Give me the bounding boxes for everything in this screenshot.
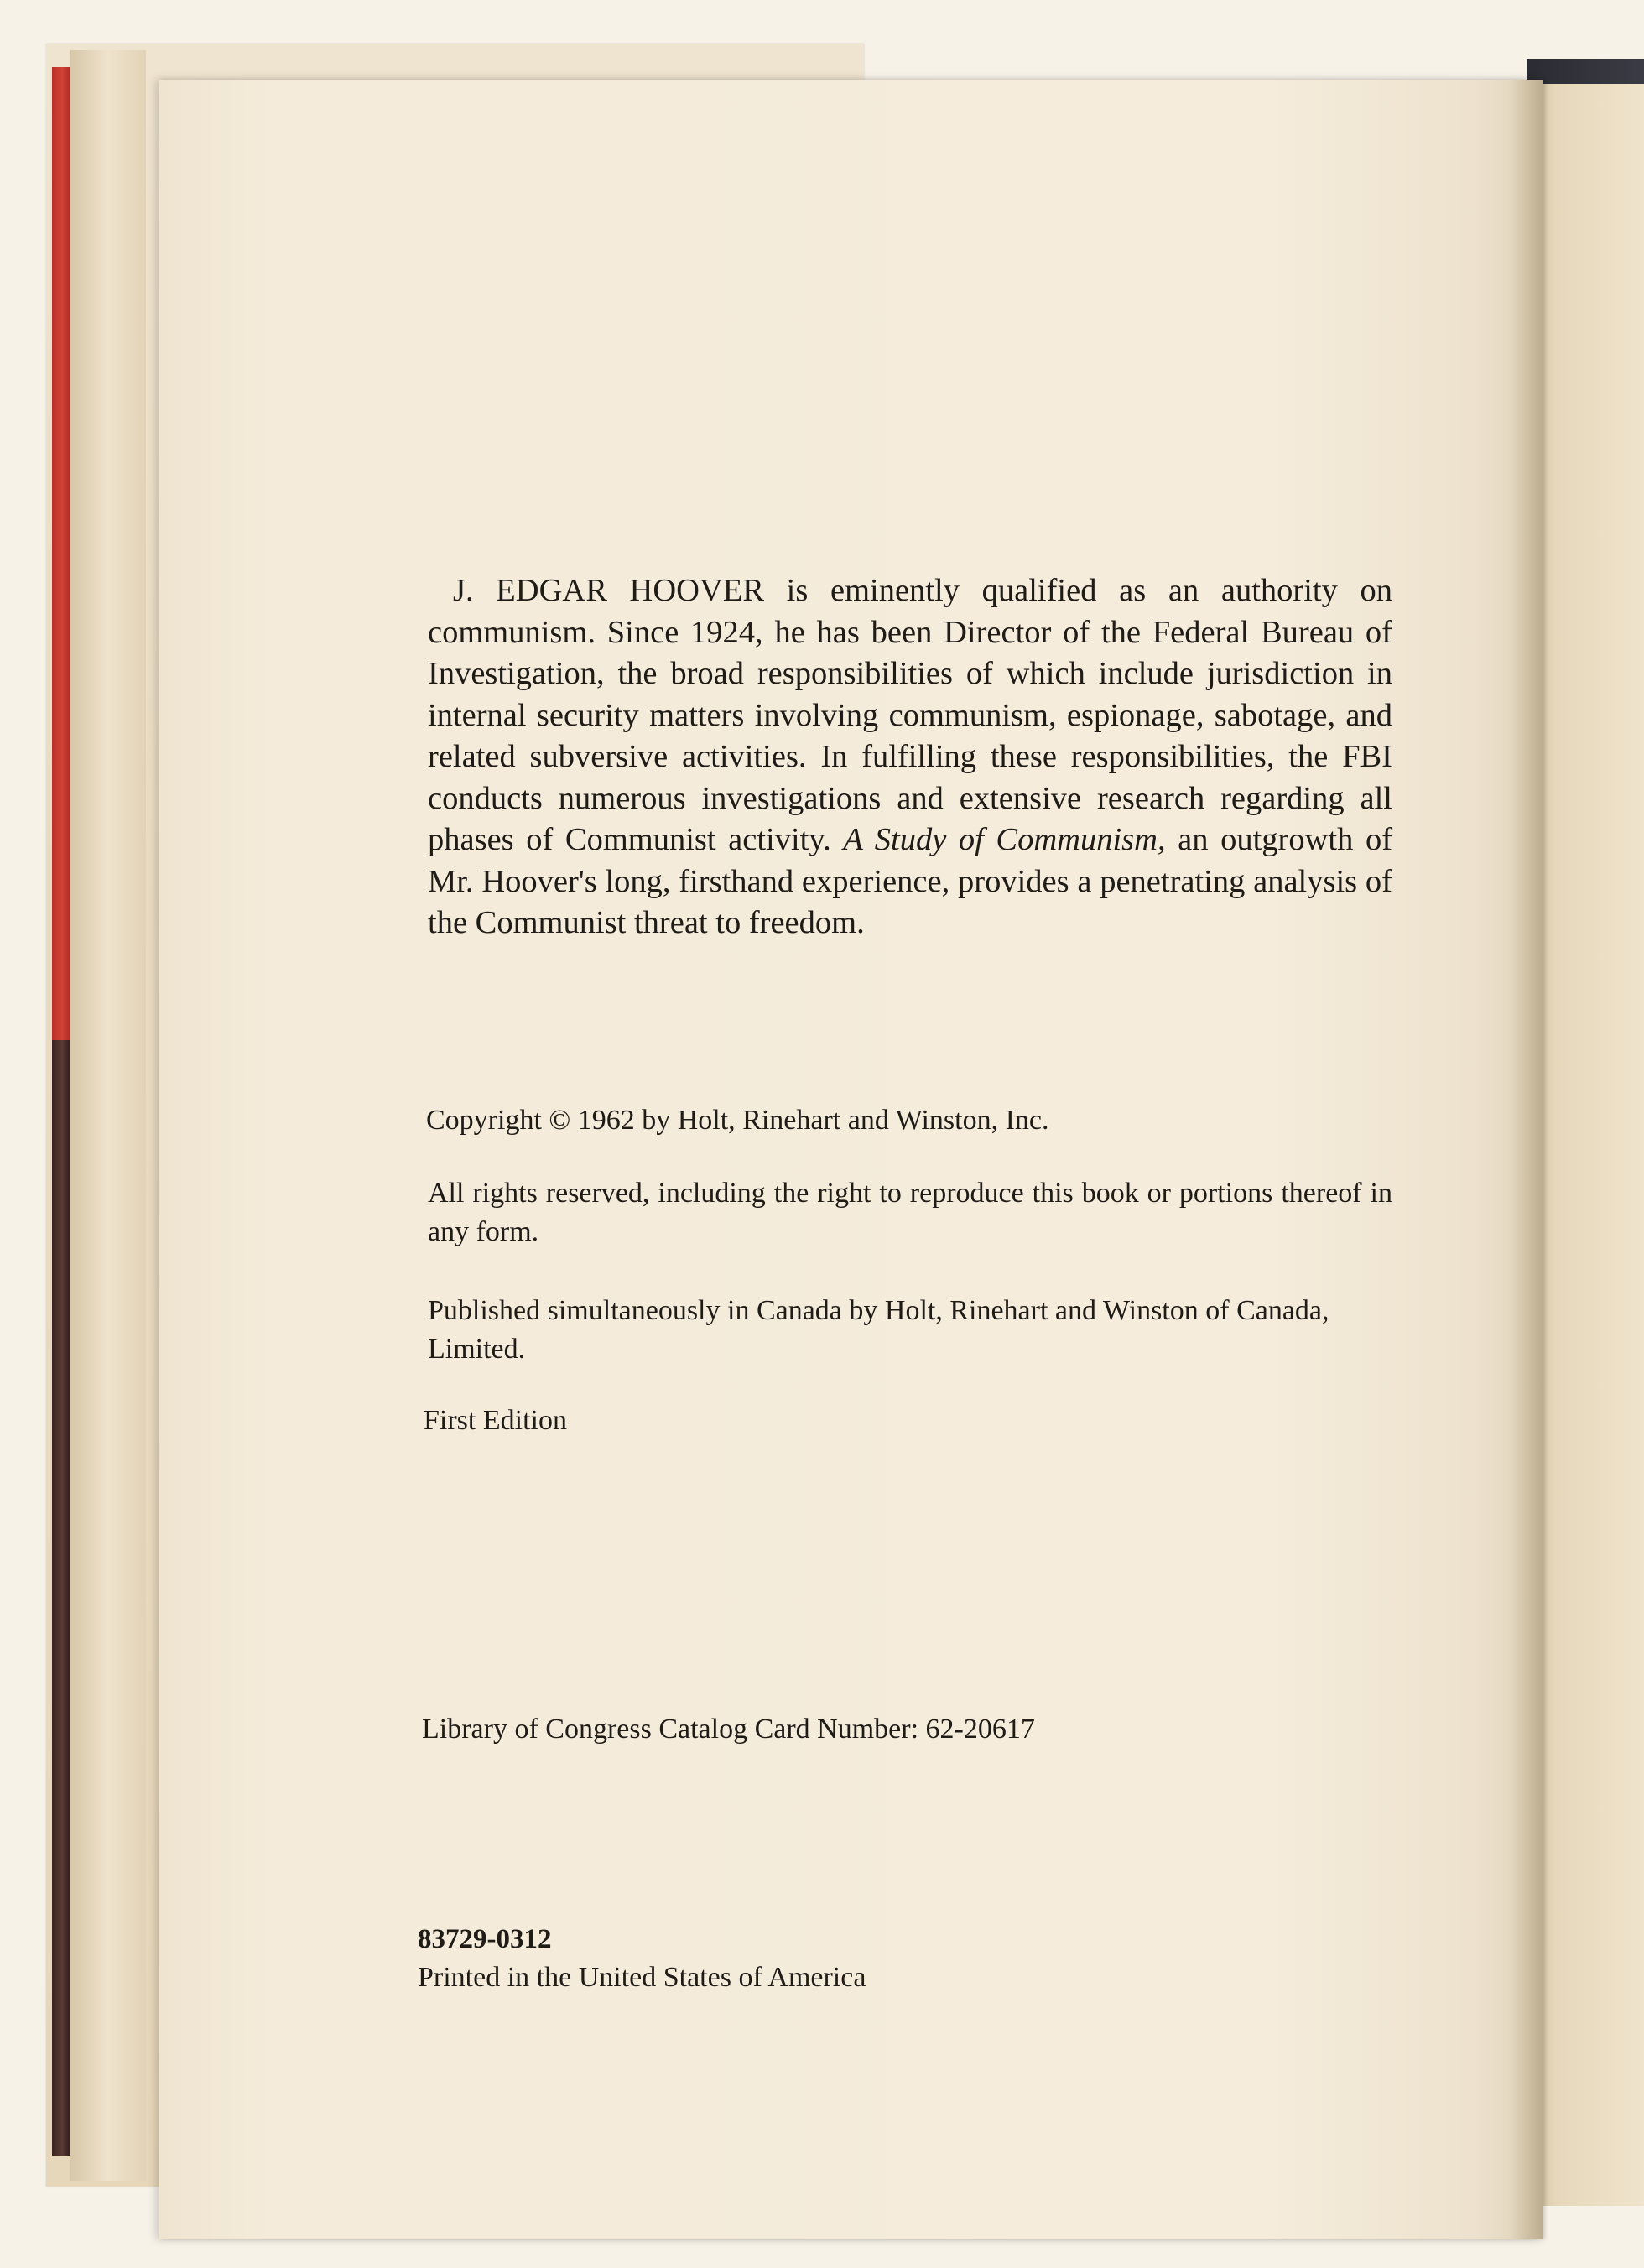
print-number: 83729-0312 [418,1924,552,1954]
bio-text-part1: is eminently qualified as an authority on communism. Since 1924, he has been Director of the Federal Bureau of Investigation, the broad responsibilities of which include jurisdiction in internal security matters involving communism, espionage, sabotage, and related subversive activities. In fulfilling these responsibilities, the FBI conducts numerous investigations and extensive research regarding all phases of Communist activity. [428,573,1393,857]
printed-in-statement: Printed in the United States of America [418,1962,866,1993]
dust-jacket-fold [70,50,146,2181]
copyright-page [159,80,1543,2239]
rights-statement: All rights reserved, including the right to reproduce this book or portions thereof in any form. [428,1178,1392,1247]
bio-text-part2: an outgrowth of Mr. Hoover's long, firsthand experience, provides a penetrating analysis of the Communist threat to freedom. [428,822,1393,940]
bio-author-name: J. EDGAR HOOVER [453,573,764,608]
bio-book-title: A Study of Communism, [843,822,1166,857]
library-of-congress-number: Library of Congress Catalog Card Number: 62-20617 [422,1714,1035,1745]
dust-jacket-dark-edge [52,1040,70,2156]
author-bio-paragraph [428,570,1392,944]
facing-page-edge [1527,84,1644,2206]
canada-publication-notice: Published simultaneously in Canada by Holt, Rinehart and Winston of Canada, Limited. [428,1295,1329,1365]
edition-statement: First Edition [424,1405,567,1436]
page-gutter-shadow [1510,80,1543,2239]
dust-jacket-red-edge [52,67,70,1040]
copyright-notice: Copyright © 1962 by Holt, Rinehart and Winston, Inc. [426,1105,1049,1136]
